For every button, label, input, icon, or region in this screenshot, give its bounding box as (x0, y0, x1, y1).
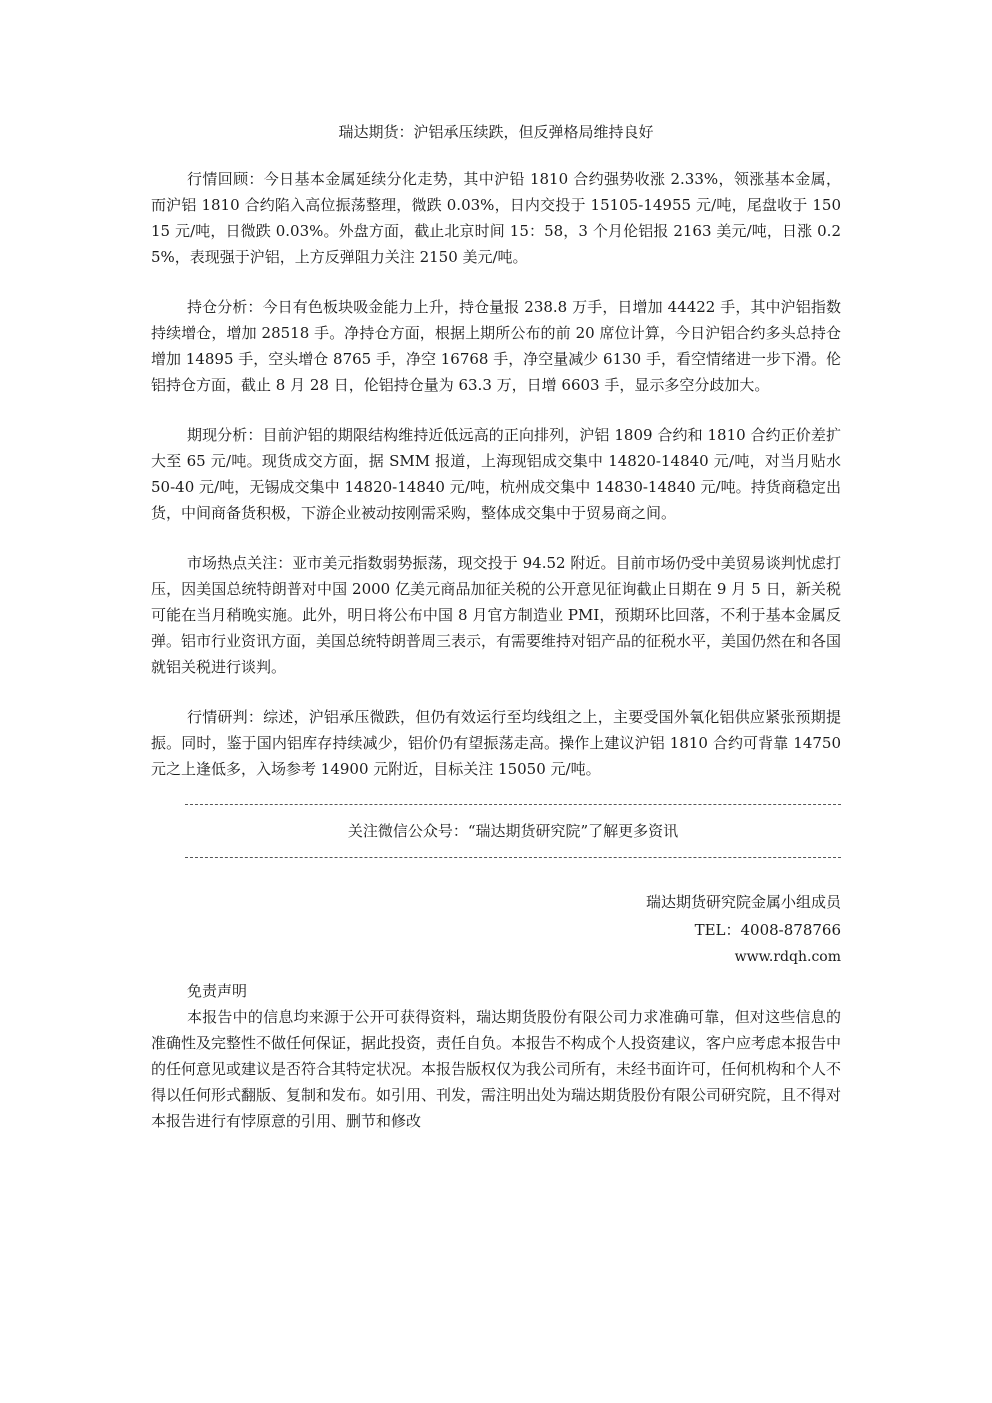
report-page (151, 112, 841, 1134)
disclaimer-title: 免责声明 (187, 982, 248, 1000)
market-hotspot-paragraph: 市场热点关注：亚市美元指数弱势振荡，现交投于 94.52 附近。目前市场仍受中美贸易谈判忧虑打压，因美国总统特朗普对中国 2000 亿美元商品加征关税的公开意见征询截止日期在 9 月 5 日，新关税可能在当月稍晚实施。此外，明日将公布中国 8 月官方制造业 PMI，预期环比回落，不利于基本金属反弹。铝市行业资讯方面，美国总统特朗普周三表示，有需要维持对铝产品的征税水平，美国仍然在和各国就铝关税进行谈判。 (151, 554, 842, 676)
signature-block (151, 888, 841, 970)
report-title: 瑞达期货：沪铝承压续跌，但反弹格局维持良好 (338, 123, 654, 141)
divider-top (185, 804, 841, 805)
market-review-paragraph: 行情回顾：今日基本金属延续分化走势，其中沪铅 1810 合约强势收涨 2.33%，领涨基本金属，而沪铝 1810 合约陷入高位振荡整理，微跌 0.03%，日内交投于 15105-14955 元/吨，尾盘收于 15015 元/吨，日微跌 0.03%。外盘方面，截止北京时间 15：58，3 个月伦铝报 2163 美元/吨，日涨 0.25%，表现强于沪铝，上方反弹阻力关注 2150 美元/吨。 (151, 170, 841, 266)
divider-bottom (185, 857, 841, 858)
spot-futures-analysis-paragraph: 期现分析：目前沪铝的期限结构维持近低远高的正向排列，沪铝 1809 合约和 1810 合约正价差扩大至 65 元/吨。现货成交方面，据 SMM 报道，上海现铝成交集中 14820-14840 元/吨，对当月贴水 50-40 元/吨，无锡成交集中 14820-14840 元/吨，杭州成交集中 14830-14840 元/吨。持货商稳定出货，中间商备货积极，下游企业被动按刚需采购，整体成交集中于贸易商之间。 (151, 426, 841, 522)
website-url: www.rdqh.com (734, 949, 841, 965)
disclaimer-body: 本报告中的信息均来源于公开可获得资料，瑞达期货股份有限公司力求准确可靠，但对这些信息的准确性及完整性不做任何保证，据此投资，责任自负。本报告不构成个人投资建议，客户应考虑本报告中的任何意见或建议是否符合其特定状况。本报告版权仅为我公司所有，未经书面许可，任何机构和个人不得以任何形式翻版、复制和发布。如引用、刊发，需注明出处为瑞达期货股份有限公司研究院，且不得对本报告进行有悖原意的引用、删节和修改 (151, 1008, 842, 1130)
market-outlook-paragraph: 行情研判：综述，沪铝承压微跌，但仍有效运行至均线组之上，主要受国外氧化铝供应紧张预期提振。同时，鉴于国内铝库存持续减少，铝价仍有望振荡走高。操作上建议沪铝 1810 合约可背靠 14750 元之上逢低多，入场参考 14900 元附近，目标关注 15050 元/吨。 (151, 708, 841, 778)
position-analysis-paragraph: 持仓分析：今日有色板块吸金能力上升，持仓量报 238.8 万手，日增加 44422 手，其中沪铝指数持续增仓，增加 28518 手。净持仓方面，根据上期所公布的前 20 席位计算，今日沪铝合约多头总持仓增加 14895 手，空头增仓 8765 手，净空 16768 手，净空量减少 6130 手，看空情绪进一步下滑。伦铝持仓方面，截止 8 月 28 日，伦铝持仓量为 63.3 万，日增 6603 手，显示多空分歧加大。 (151, 298, 841, 394)
phone-number: TEL：4008-878766 (694, 921, 841, 939)
follow-wechat-text: 关注微信公众号：“瑞达期货研究院”了解更多资讯 (347, 822, 679, 840)
team-name: 瑞达期货研究院金属小组成员 (645, 893, 841, 911)
